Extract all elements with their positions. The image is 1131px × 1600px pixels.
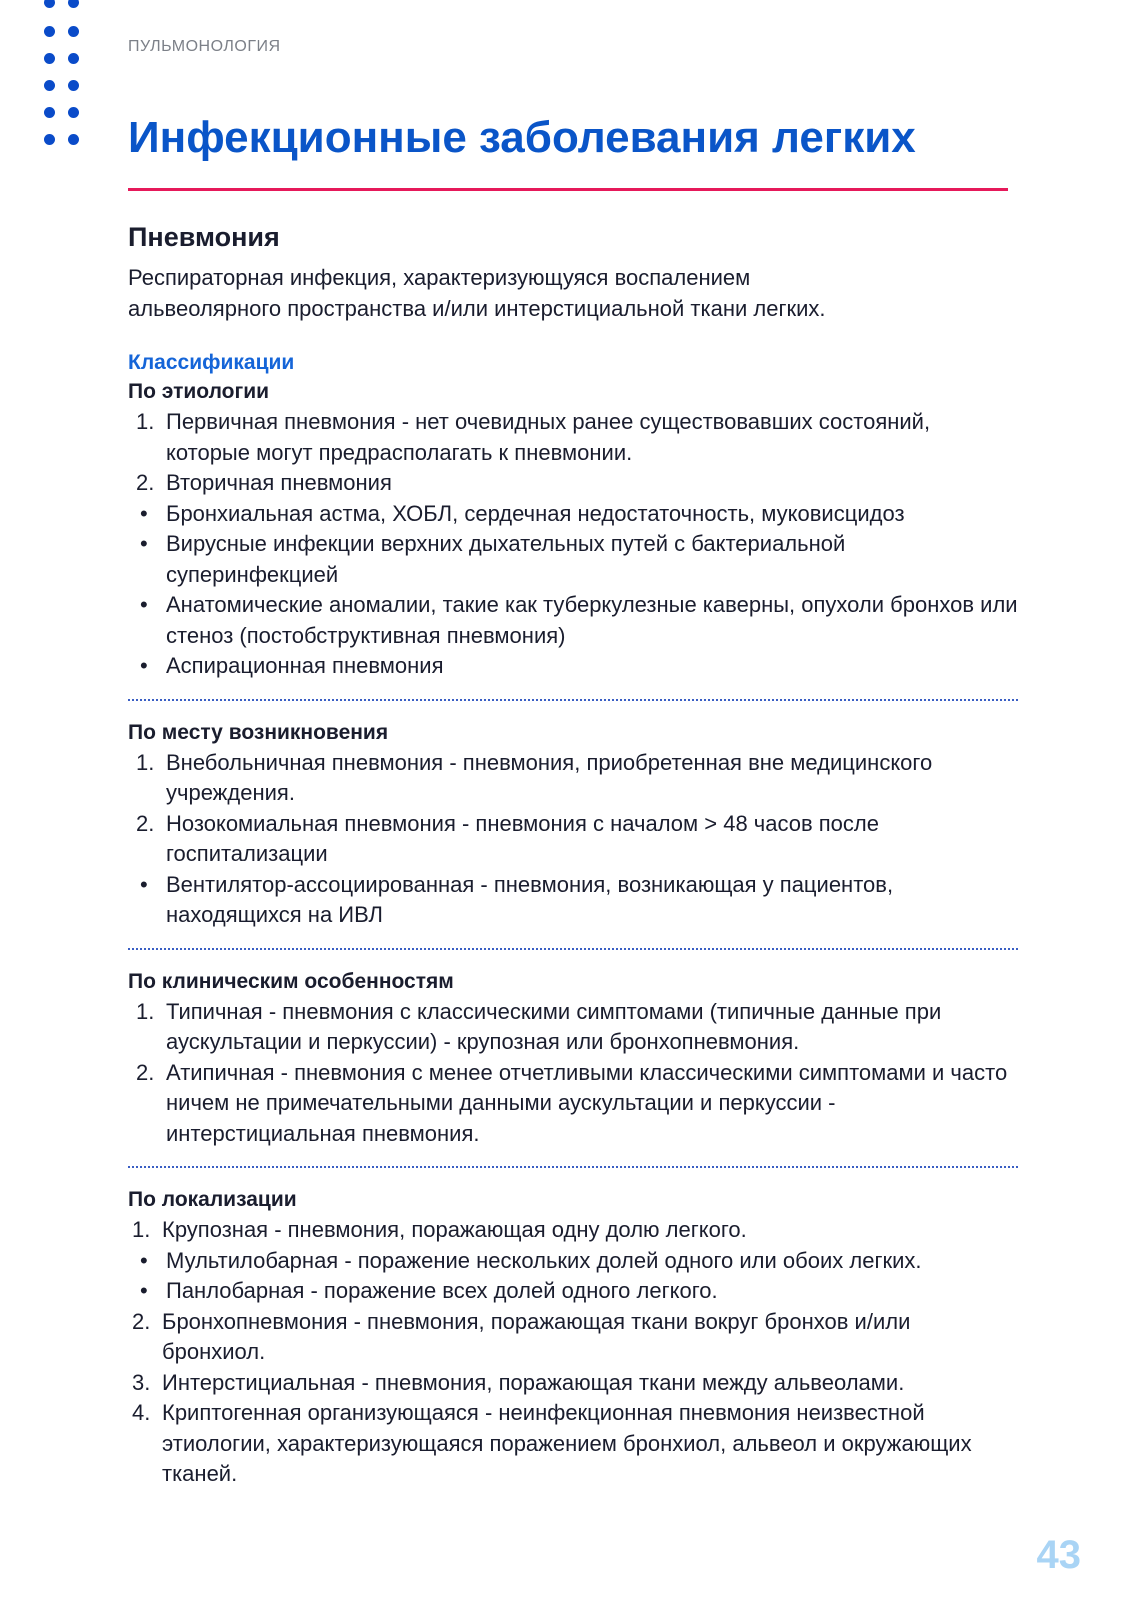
pneumonia-heading: Пневмония: [128, 222, 280, 252]
list-marker: 2.: [136, 810, 155, 836]
list-item-text: Мультилобарная - поражение нескольких долей одного или обоих легких.: [166, 1247, 922, 1273]
dot: [68, 53, 79, 64]
dot: [44, 134, 55, 145]
list-marker: 3.: [132, 1369, 151, 1395]
list-item: [128, 1368, 1018, 1399]
list-item: [128, 468, 1018, 499]
list-marker: 1.: [136, 749, 155, 775]
clinical-title: По клиническим особенностям: [128, 969, 454, 993]
dot: [44, 26, 55, 37]
list-item: [128, 1307, 1018, 1368]
list-marker: 1.: [132, 1217, 151, 1242]
localization-title: По локализации: [128, 1188, 297, 1211]
title-divider: [128, 188, 1008, 191]
section-label: ПУЛЬМОНОЛОГИЯ: [128, 38, 281, 55]
list-item-text: Бронхиальная астма, ХОБЛ, сердечная недостаточность, муковисцидоз: [166, 500, 905, 526]
list-item: [128, 1058, 1018, 1150]
dot: [44, 80, 55, 91]
list-item: [128, 748, 1018, 809]
intro-line-2: альвеолярного пространства и/или интерстициальной ткани легких.: [128, 296, 826, 321]
dotted-divider: [128, 1166, 1018, 1168]
place-list: [128, 748, 1018, 931]
list-item: [128, 809, 1018, 870]
list-item-text: Панлобарная - поражение всех долей одного легкого.: [166, 1278, 718, 1303]
bullet-icon: •: [140, 653, 148, 678]
list-item: [128, 651, 1018, 682]
list-marker: 2.: [136, 470, 155, 495]
list-item-text: Атипичная - пневмония с менее отчетливыми классическими симптомами и часто ничем не примечательными данными аускультации и перкуссии - интерстициальная пневмония.: [166, 1059, 1008, 1146]
dot: [44, 0, 55, 8]
clinical-list: [128, 997, 1018, 1150]
pneumonia-intro: [128, 262, 1018, 324]
dot: [44, 107, 55, 118]
bullet-icon: •: [140, 592, 148, 617]
list-item: [128, 1276, 1018, 1307]
list-item: [128, 870, 1018, 931]
list-marker: 1.: [136, 409, 155, 434]
list-item-text: Криптогенная организующаяся - неинфекционная пневмония неизвестной этиологии, характеризующаяся поражением бронхиол, альвеол и окружающих тканей.: [162, 1400, 972, 1486]
list-item: [128, 499, 1018, 530]
list-item: [128, 407, 1018, 468]
list-item-text: Вторичная пневмония: [166, 470, 392, 495]
bullet-icon: •: [140, 1278, 148, 1303]
bullet-icon: •: [140, 1247, 148, 1273]
list-item-text: Вентилятор-ассоциированная - пневмония, возникающая у пациентов, находящихся на ИВЛ: [166, 871, 894, 927]
list-item-text: Бронхопневмония - пневмония, поражающая ткани вокруг бронхов и/или бронхиол.: [162, 1308, 911, 1364]
list-item-text: Первичная пневмония - нет очевидных ранее существовавших состояний, которые могут предрасполагать к пневмонии.: [166, 409, 931, 465]
list-item-text: Интерстициальная - пневмония, поражающая ткани между альвеолами.: [162, 1369, 905, 1395]
list-item-text: Типичная - пневмония с классическими симптомами (типичные данные при аускультации и перкуссии) - крупозная или бронхопневмония.: [166, 998, 942, 1054]
list-item-text: Крупозная - пневмония, поражающая одну долю легкого.: [162, 1217, 747, 1242]
etiology-title: По этиологии: [128, 380, 270, 403]
list-item-text: Анатомические аномалии, такие как туберкулезные каверны, опухоли бронхов или стеноз (постобструктивная пневмония): [166, 592, 1018, 648]
list-item-text: Нозокомиальная пневмония - пневмония с началом > 48 часов после госпитализации: [166, 810, 879, 866]
decorative-dot-grid: [40, 0, 90, 160]
page-title: Инфекционные заболевания легких: [128, 113, 916, 162]
list-marker: 1.: [136, 998, 155, 1024]
intro-line-1: Респираторная инфекция, характеризующуяся воспалением: [128, 265, 751, 290]
list-item: [128, 1246, 1018, 1277]
dotted-divider: [128, 699, 1018, 701]
list-item: [128, 529, 1018, 590]
list-marker: 4.: [132, 1400, 151, 1425]
page-number: 43: [1036, 1533, 1081, 1577]
etiology-list: [128, 407, 1018, 682]
list-marker: 2.: [132, 1308, 151, 1334]
list-item: [128, 1398, 1018, 1490]
list-item: [128, 997, 1018, 1058]
dot: [68, 0, 79, 8]
dot: [68, 26, 79, 37]
dotted-divider: [128, 948, 1018, 950]
dot: [68, 134, 79, 145]
list-marker: 2.: [136, 1059, 155, 1085]
dot: [44, 53, 55, 64]
dot: [68, 80, 79, 91]
place-title: По месту возникновения: [128, 720, 389, 744]
main-content: [128, 222, 1018, 1490]
localization-list: [128, 1215, 1018, 1490]
list-item: [128, 1215, 1018, 1246]
list-item: [128, 590, 1018, 651]
bullet-icon: •: [140, 531, 148, 556]
classifications-label: Классификации: [128, 351, 295, 374]
list-item-text: Вирусные инфекции верхних дыхательных путей с бактериальной суперинфекцией: [166, 531, 846, 587]
bullet-icon: •: [140, 871, 148, 897]
bullet-icon: •: [140, 500, 148, 526]
dot: [68, 107, 79, 118]
list-item-text: Аспирационная пневмония: [166, 653, 444, 678]
list-item-text: Внебольничная пневмония - пневмония, приобретенная вне медицинского учреждения.: [166, 749, 933, 805]
